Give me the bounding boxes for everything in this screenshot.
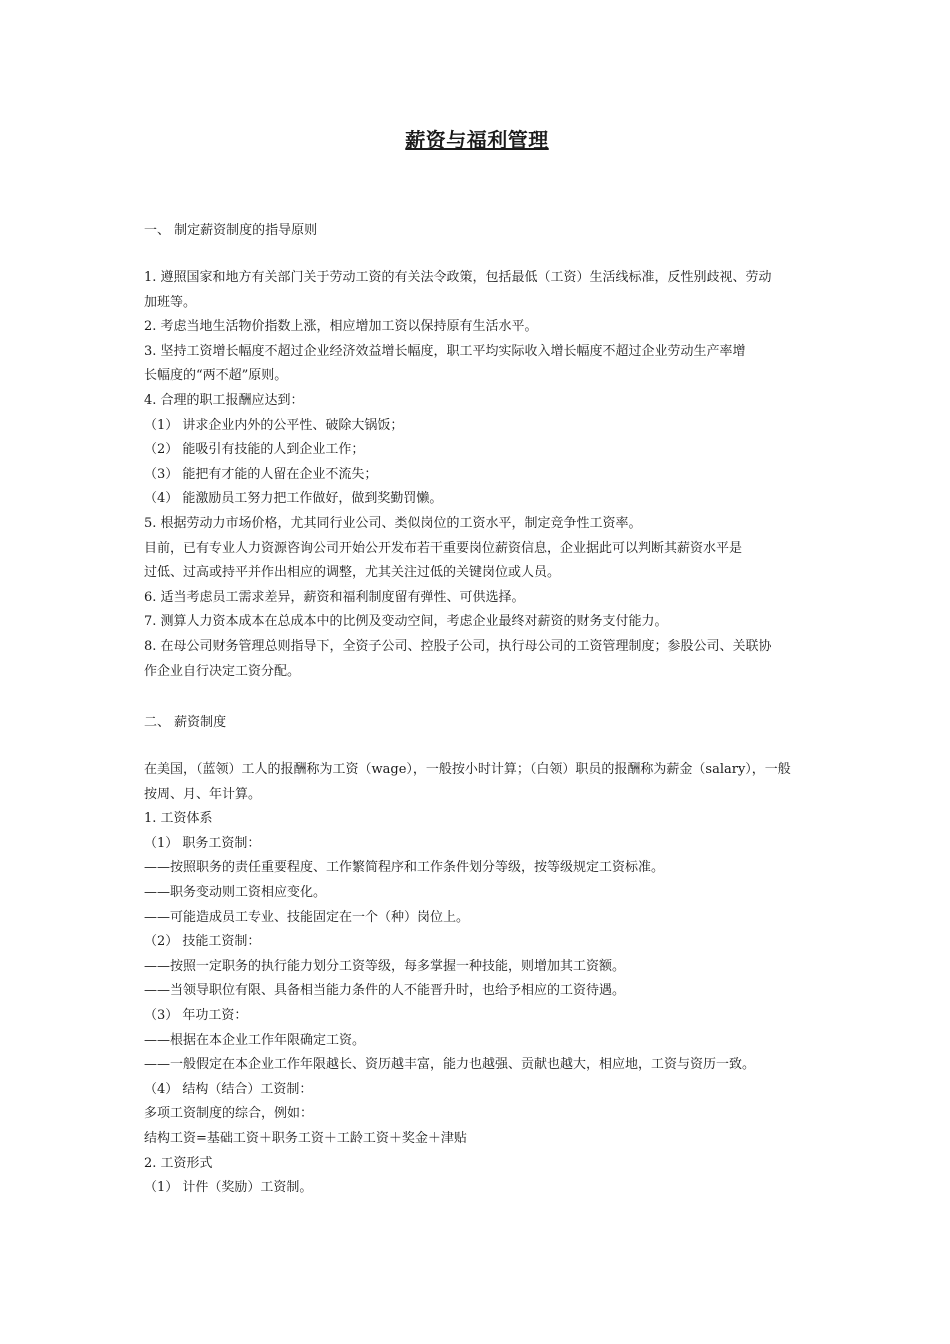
paragraph-line: 加班等。 — [144, 294, 197, 310]
document-title: 薪资与福利管理 — [405, 128, 549, 152]
formula-line: 结构工资=基础工资＋职务工资＋工龄工资＋奖金＋津贴 — [144, 1130, 467, 1146]
bullet-line: ——按照职务的责任重要程度、工作繁简程序和工作条件划分等级，按等级规定工资标准。 — [144, 860, 665, 876]
bullet-line: ——根据在本企业工作年限确定工资。 — [144, 1032, 366, 1048]
list-item: （1） 计件（奖励）工资制。 — [144, 1180, 313, 1196]
section-2-heading-block — [144, 711, 810, 736]
paragraph-line: 长幅度的“两不超”原则。 — [144, 368, 288, 384]
section-heading: 一、 制定薪资制度的指导原则 — [144, 223, 318, 238]
list-item: （4） 能激励员工努力把工作做好，做到奖勤罚懒。 — [144, 491, 443, 507]
bullet-line: ——职务变动则工资相应变化。 — [144, 884, 327, 900]
paragraph-line: 6. 适当考虑员工需求差异，薪资和福利制度留有弹性、可供选择。 — [144, 589, 525, 605]
section-heading: 二、 薪资制度 — [144, 715, 227, 730]
paragraph-line: 作企业自行决定工资分配。 — [144, 663, 301, 679]
paragraph-line: 按周、月、年计算。 — [144, 786, 262, 802]
bullet-line: ——一般假定在本企业工作年限越长、资历越丰富，能力也越强、贡献也越大，相应地，工资与资历一致。 — [144, 1057, 756, 1073]
paragraph-line: 3. 坚持工资增长幅度不超过企业经济效益增长幅度，职工平均实际收入增长幅度不超过企业劳动生产率增 — [144, 343, 746, 359]
list-item: （1） 职务工资制： — [144, 835, 261, 851]
list-item: （4） 结构（结合）工资制： — [144, 1081, 313, 1097]
paragraph-line: 4. 合理的职工报酬应达到： — [144, 392, 304, 408]
paragraph-line: 在美国，（蓝领）工人的报酬称为工资（wage），一般按小时计算；（白领）职员的报酬称为薪金（salary），一般 — [144, 762, 791, 777]
paragraph-line: 2. 考虑当地生活物价指数上涨，相应增加工资以保持原有生活水平。 — [144, 319, 538, 335]
subheading-line: 2. 工资形式 — [144, 1155, 213, 1171]
list-item: （2） 能吸引有技能的人到企业工作； — [144, 442, 365, 458]
paragraph-line: 过低、过高或持平并作出相应的调整，尤其关注过低的关键岗位或人员。 — [144, 565, 561, 581]
list-item: （1） 讲求企业内外的公平性、破除大锅饭； — [144, 417, 404, 433]
list-item: （3） 能把有才能的人留在企业不流失； — [144, 466, 378, 482]
bullet-line: ——当领导职位有限、具备相当能力条件的人不能晋升时，也给予相应的工资待遇。 — [144, 983, 626, 999]
paragraph-line: 7. 测算人力资本成本在总成本中的比例及变动空间，考虑企业最终对薪资的财务支付能力。 — [144, 614, 668, 630]
subheading-line: 1. 工资体系 — [144, 811, 213, 827]
bullet-line: ——可能造成员工专业、技能固定在一个（种）岗位上。 — [144, 909, 470, 925]
paragraph-line: 多项工资制度的综合，例如： — [144, 1106, 314, 1122]
list-item: （2） 技能工资制： — [144, 934, 261, 950]
section-2-body — [144, 758, 810, 1201]
section-1-heading-block — [144, 219, 810, 244]
section-1-body — [144, 266, 810, 684]
list-item: （3） 年功工资： — [144, 1007, 248, 1023]
paragraph-line: 8. 在母公司财务管理总则指导下，全资子公司、控股子公司，执行母公司的工资管理制度；参股公司、关联协 — [144, 638, 772, 654]
bullet-line: ——按照一定职务的执行能力划分工资等级，每多掌握一种技能，则增加其工资额。 — [144, 958, 626, 974]
paragraph-line: 1. 遵照国家和地方有关部门关于劳动工资的有关法令政策，包括最低（工资）生活线标准，反性别歧视、劳动 — [144, 270, 772, 285]
paragraph-line: 5. 根据劳动力市场价格，尤其同行业公司、类似岗位的工资水平，制定竞争性工资率。 — [144, 515, 642, 531]
paragraph-line: 目前，已有专业人力资源咨询公司开始公开发布若干重要岗位薪资信息，企业据此可以判断其薪资水平是 — [144, 540, 743, 556]
